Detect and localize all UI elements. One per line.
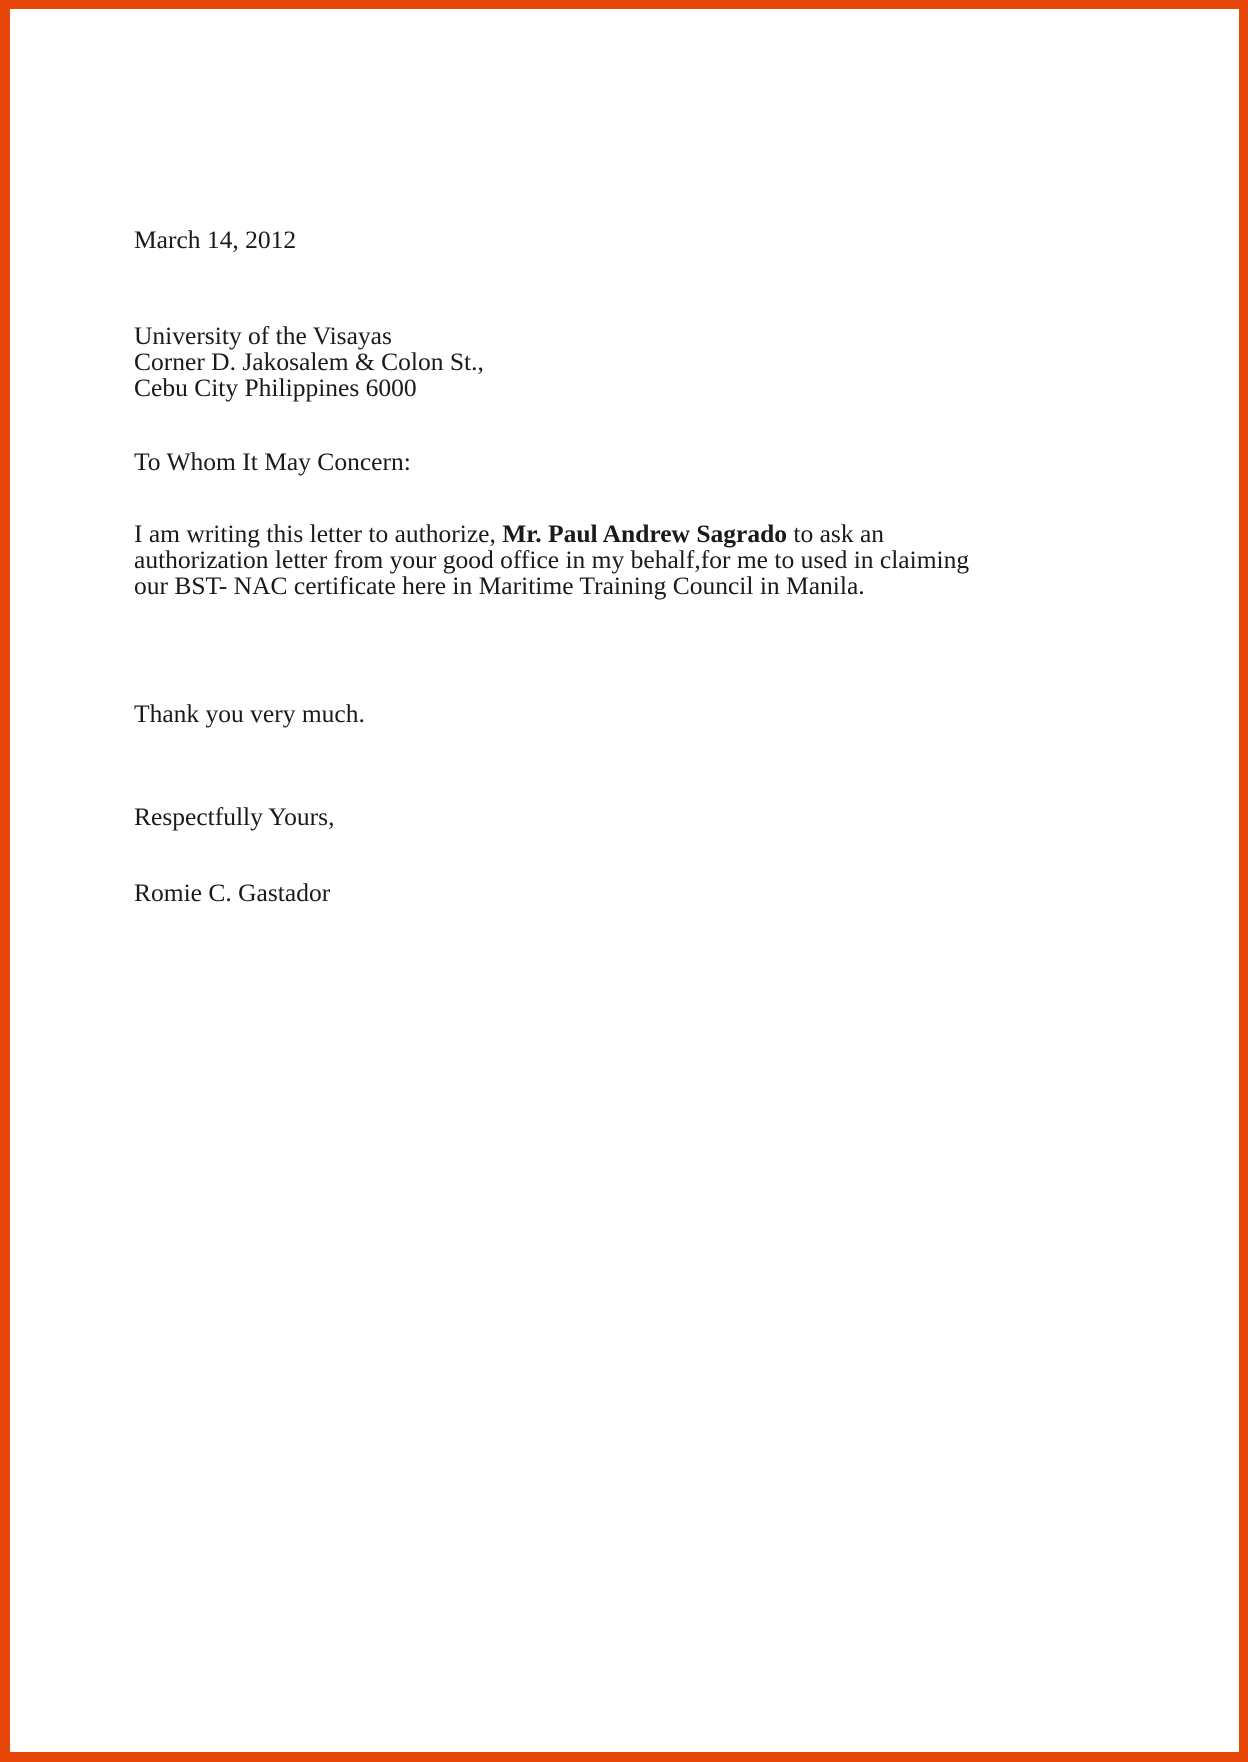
recipient-line-organization: University of the Visayas <box>134 321 392 350</box>
recipient-line-city: Cebu City Philippines 6000 <box>134 373 417 402</box>
recipient-address-block <box>134 323 484 401</box>
body-text-after-name: to ask an authorization letter from your good office in my behalf,for me to used in claiming our BST- NAC certificate here in Maritime Training Council in Manila. <box>134 519 970 600</box>
authorized-person-name: Mr. Paul Andrew Sagrado <box>502 519 788 548</box>
letter-page <box>10 9 1239 1752</box>
body-text-before-name: I am writing this letter to authorize, <box>134 519 503 548</box>
letter-thanks: Thank you very much. <box>134 699 365 728</box>
letter-salutation: To Whom It May Concern: <box>134 447 411 476</box>
letter-date: March 14, 2012 <box>134 225 297 254</box>
recipient-line-street: Corner D. Jakosalem & Colon St., <box>134 347 484 376</box>
letter-closing: Respectfully Yours, <box>134 802 335 831</box>
letter-body-paragraph <box>134 521 994 599</box>
letter-signer-name: Romie C. Gastador <box>134 878 331 907</box>
